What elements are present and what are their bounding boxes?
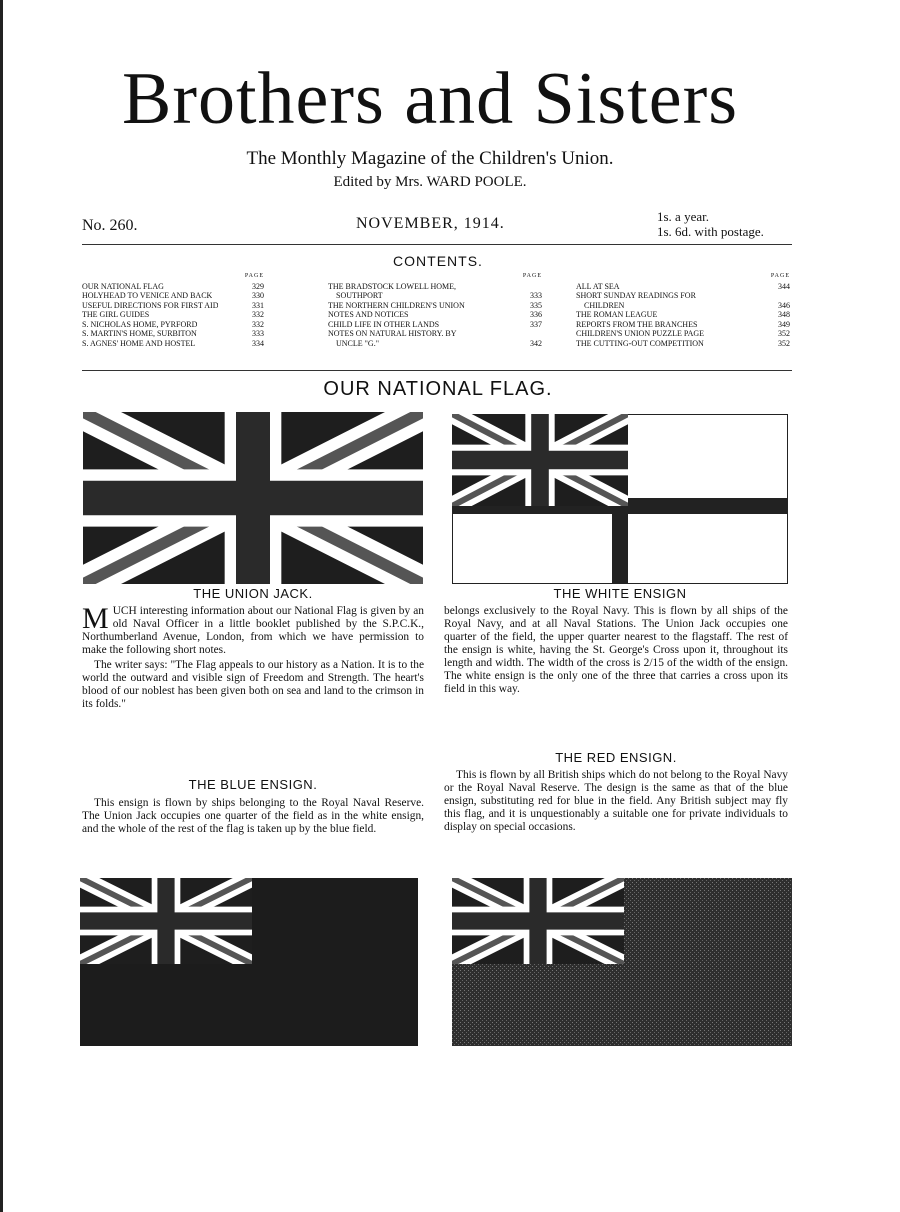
price-line-2: 1s. 6d. with postage. [657, 224, 764, 239]
quote-paragraph: The writer says: "The Flag appeals to our history as a Nation. It is to the world the outward and visible sign of Freedom and Strength. The heart's blood of our noblest has been given both on sea and land to the crimson in its folds." [82, 659, 424, 710]
contents-item-page: 337 [530, 319, 542, 329]
blue-ensign-flag-image [80, 878, 418, 1046]
white-ensign-flag-image [452, 414, 788, 584]
contents-item-page: 342 [530, 338, 542, 348]
contents-item-title: S. NICHOLAS HOME, PYRFORD [82, 319, 198, 329]
contents-item-page: 349 [778, 319, 790, 329]
contents-item-title: NOTES AND NOTICES [328, 310, 409, 319]
contents-item[interactable] [328, 282, 542, 292]
contents-item[interactable] [82, 310, 264, 320]
white-ensign-caption: THE WHITE ENSIGN [553, 586, 687, 601]
contents-column-2 [328, 272, 542, 348]
contents-item[interactable] [328, 310, 542, 320]
contents-item[interactable] [576, 282, 790, 292]
contents-item[interactable] [328, 339, 542, 349]
contents-item-page: 344 [778, 281, 790, 291]
contents-item-page: 334 [252, 338, 264, 348]
contents-item-title: NOTES ON NATURAL HISTORY. BY [328, 329, 457, 338]
issue-date: NOVEMBER, 1914. [356, 215, 505, 232]
contents-item-page [538, 282, 542, 292]
contents-item-page: 333 [252, 329, 264, 338]
contents-item[interactable] [82, 282, 264, 292]
contents-item[interactable] [576, 291, 790, 301]
contents-item-page: 329 [252, 281, 264, 291]
contents-item[interactable] [576, 339, 790, 349]
blue-ensign-heading: THE BLUE ENSIGN. [188, 777, 318, 792]
contents-item-title: THE GIRL GUIDES [82, 310, 150, 319]
intro-paragraph [82, 602, 424, 657]
contents-item-title: CHILD LIFE IN OTHER LANDS [328, 319, 440, 329]
contents-item-page: 336 [530, 310, 542, 319]
page-column-label: PAGE [522, 273, 542, 279]
contents-item-title: UNCLE "G." [328, 338, 379, 348]
union-jack-caption: THE UNION JACK. [193, 586, 313, 601]
contents-item-page: 330 [252, 291, 264, 300]
contents-item-title: THE ROMAN LEAGUE [576, 310, 658, 319]
contents-column-1 [82, 272, 264, 348]
contents-item-page: 348 [778, 310, 790, 319]
price-line-1: 1s. a year. [657, 209, 709, 224]
contents-item-title: USEFUL DIRECTIONS FOR FIRST AID [82, 300, 219, 310]
magazine-title: Brothers and Sisters [121, 58, 739, 140]
contents-item[interactable] [82, 291, 264, 301]
contents-item-title: S. AGNES' HOME AND HOSTEL [82, 338, 196, 348]
contents-item[interactable] [328, 320, 542, 330]
contents-item-page [786, 291, 790, 301]
contents-item-title: CHILDREN'S UNION PUZZLE PAGE [576, 329, 705, 338]
contents-item-page: 333 [530, 291, 542, 300]
white-ensign-paragraph: belongs exclusively to the Royal Navy. This is flown by all ships of the Royal Navy, and at all Naval Stations. The Union Jack occupies one quarter of the field, the upper quarter nearest to the flagstaff. The rest of the ensign is white, having the St. George's Cross upon it, throughout its length and width. The width of the cross is 2/15 of the width of the ensign. The white ensign is the only one of the three that carries a cross upon its field in this way. [444, 605, 788, 695]
contents-item[interactable] [576, 310, 790, 320]
contents-rule [82, 370, 792, 371]
contents-column-3 [576, 272, 790, 348]
contents-item-page [538, 329, 542, 339]
intro-text: UCH interesting information about our National Flag is given by an old Naval Officer in a little booklet published by the S.P.C.K., Northumberland Avenue, London, from which we have permission to make the following short notes. [82, 605, 424, 656]
red-ensign-flag-image [452, 878, 792, 1046]
contents-item[interactable] [576, 301, 790, 311]
contents-item[interactable] [576, 320, 790, 330]
contents-item[interactable] [82, 301, 264, 311]
contents-item[interactable] [82, 329, 264, 339]
page-column-label: PAGE [770, 273, 790, 279]
contents-item-page: 352 [778, 329, 790, 338]
red-ensign-heading: THE RED ENSIGN. [555, 750, 677, 765]
contents-item-title: THE BRADSTOCK LOWELL HOME, [328, 281, 456, 291]
contents-item-title: S. MARTIN'S HOME, SURBITON [82, 329, 197, 338]
drop-cap: M [82, 602, 109, 635]
contents-item[interactable] [82, 339, 264, 349]
header-rule [82, 244, 792, 245]
issue-number: No. 260. [82, 217, 138, 234]
subscription-price [657, 209, 764, 239]
article-heading: OUR NATIONAL FLAG. [323, 378, 553, 400]
contents-item-title: CHILDREN [576, 300, 625, 310]
contents-item[interactable] [328, 291, 542, 301]
contents-item-title: SOUTHPORT [328, 291, 383, 300]
contents-item-title: THE NORTHERN CHILDREN'S UNION [328, 300, 465, 310]
contents-item[interactable] [576, 329, 790, 339]
contents-item-page: 335 [530, 300, 542, 310]
contents-item[interactable] [328, 329, 542, 339]
contents-item-page: 352 [778, 338, 790, 348]
contents-item-title: SHORT SUNDAY READINGS FOR [576, 291, 696, 300]
blue-ensign-paragraph: This ensign is flown by ships belonging to the Royal Naval Reserve. The Union Jack occupies one quarter of the field as in the white ensign, and the whole of the rest of the flag is taken up by the blue field. [82, 797, 424, 835]
magazine-subtitle: The Monthly Magazine of the Children's Union. [246, 148, 614, 169]
red-ensign-paragraph: This is flown by all British ships which do not belong to the Royal Navy or the Royal Naval Reserve. The design is the same as that of the blue ensign, substituting red for blue in the field. Any British subject may fly this flag, and it is unquestionably a suitable one for private individuals to display on special occasions. [444, 769, 788, 833]
contents-item-title: HOLYHEAD TO VENICE AND BACK [82, 291, 213, 300]
contents-item-title: REPORTS FROM THE BRANCHES [576, 319, 698, 329]
contents-item-title: OUR NATIONAL FLAG [82, 281, 164, 291]
contents-heading: CONTENTS. [393, 253, 483, 269]
contents-item-title: THE CUTTING-OUT COMPETITION [576, 338, 704, 348]
contents-item-title: ALL AT SEA [576, 281, 620, 291]
editor-line: Edited by Mrs. WARD POOLE. [333, 174, 527, 190]
contents-item-page: 331 [252, 300, 264, 310]
contents-item-page: 332 [252, 319, 264, 329]
article-column-1 [82, 602, 424, 713]
page-column-label: PAGE [244, 273, 264, 279]
contents-item[interactable] [328, 301, 542, 311]
page-edge [0, 0, 3, 1212]
contents-item-page: 332 [252, 310, 264, 319]
union-jack-flag-image [83, 412, 423, 584]
contents-item[interactable] [82, 320, 264, 330]
contents-item-page: 346 [778, 300, 790, 310]
